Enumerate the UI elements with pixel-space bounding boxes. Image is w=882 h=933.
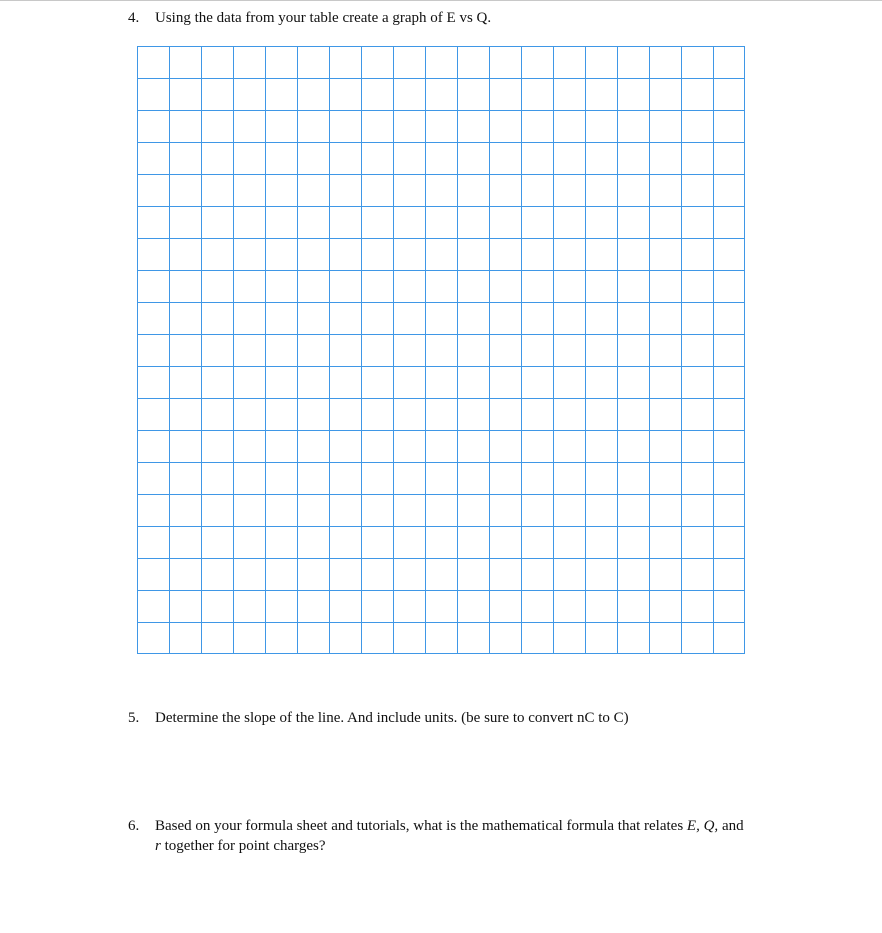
question-6-text-end: together for point charges? xyxy=(160,838,326,854)
variable-e: E, xyxy=(686,818,700,834)
variable-r: r xyxy=(155,838,161,854)
question-6-text-start: Based on your formula sheet and tutorials, what is the mathematical formula that relates xyxy=(155,818,687,834)
question-6-number: 6. xyxy=(128,818,140,834)
question-6-text-and: and xyxy=(718,818,744,834)
question-5-text: Determine the slope of the line. And include units. (be sure to convert nC to C) xyxy=(155,710,629,726)
question-4-text: Using the data from your table create a graph of E vs Q. xyxy=(155,10,492,26)
variable-q: Q, xyxy=(703,818,719,834)
question-5-number: 5. xyxy=(128,710,140,726)
question-4 xyxy=(128,8,491,28)
graph-paper-grid[interactable] xyxy=(137,46,745,654)
question-5 xyxy=(128,708,629,728)
question-6-line-1 xyxy=(128,816,808,836)
question-4-number: 4. xyxy=(128,10,140,26)
page-top-rule xyxy=(0,0,882,1)
question-6 xyxy=(128,816,808,856)
question-6-line-2 xyxy=(128,836,808,856)
